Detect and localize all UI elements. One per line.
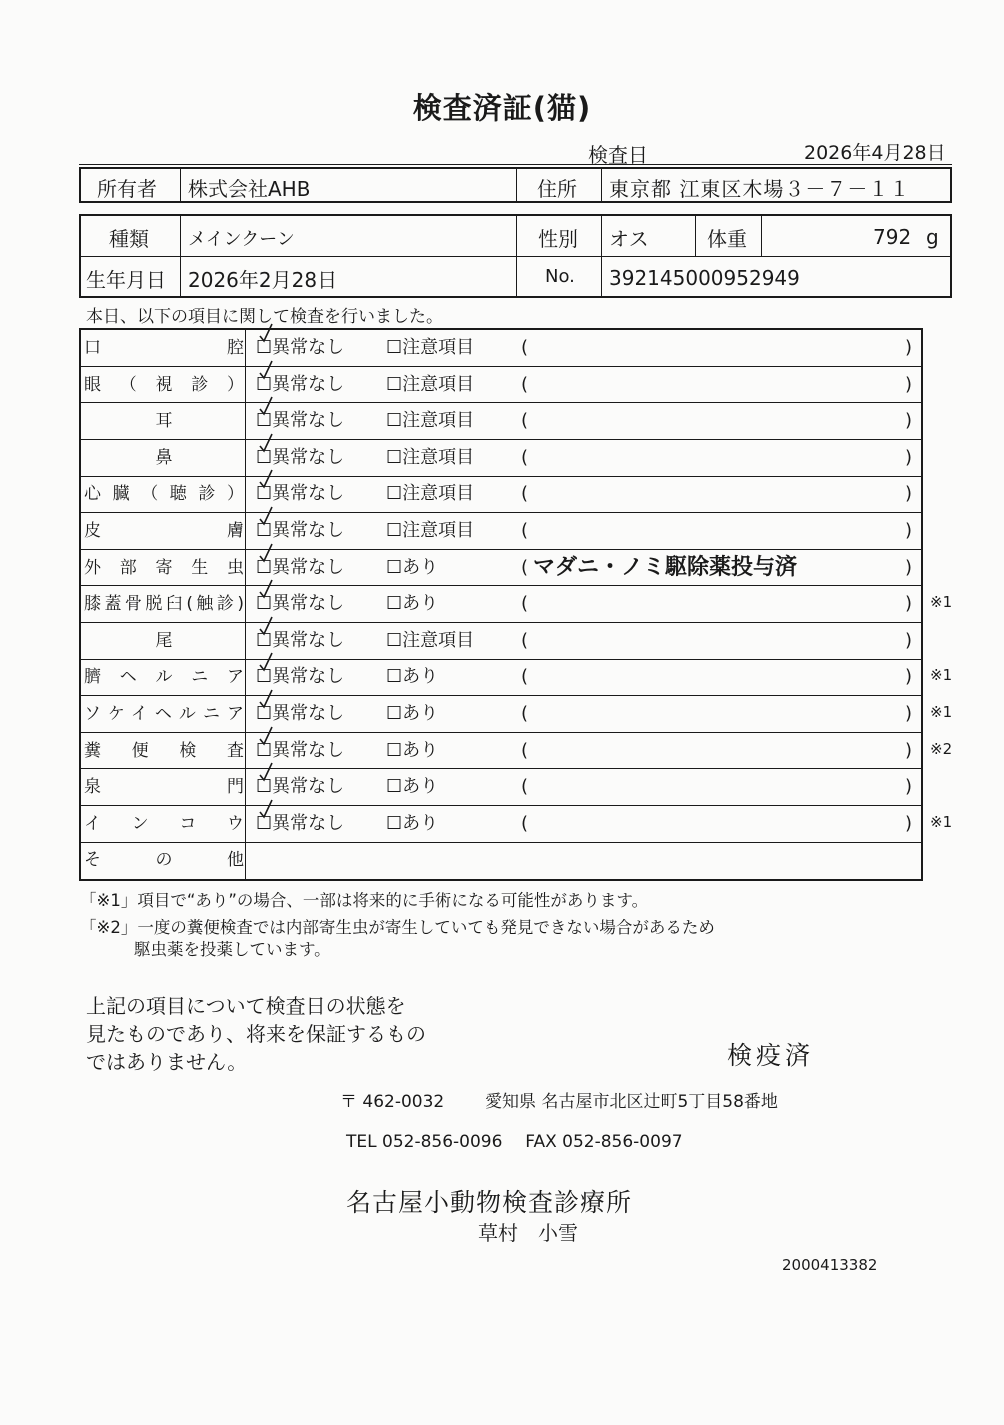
no-value: 392145000952949	[609, 266, 800, 290]
unchecked-box-icon: ☐	[386, 410, 403, 432]
exam-item-label: ソケイヘルニア	[84, 704, 244, 724]
normal-label: 異常なし	[272, 812, 345, 834]
exam-item-label: インコウ	[84, 813, 244, 834]
caution-label: 注意項目	[402, 520, 475, 541]
sex-value: オス	[609, 227, 649, 251]
caution-checkbox[interactable]	[386, 586, 438, 622]
checked-box-icon: ☐	[256, 440, 272, 476]
caution-label: 注意項目	[402, 483, 475, 505]
normal-label: 異常なし	[272, 556, 345, 578]
exam-item-label: 膝蓋骨脱臼(触診)	[84, 594, 244, 615]
footnote-mark: ※2	[930, 739, 953, 758]
exam-date-value: 2026年4月28日	[804, 142, 946, 164]
normal-label: 異常なし	[272, 446, 345, 468]
note-paren-open: (	[521, 739, 529, 761]
note-paren-close: )	[905, 556, 913, 578]
note-paren-close: )	[905, 483, 913, 505]
checked-box-icon: ☐	[256, 367, 272, 403]
unchecked-box-icon: ☐	[386, 703, 403, 724]
exam-item-label: 眼（視診）	[84, 374, 244, 395]
footnote-mark: ※1	[930, 666, 953, 685]
checked-box-icon: ☐	[256, 513, 272, 549]
note-paren-open: (	[521, 629, 529, 651]
checked-box-icon: ☐	[256, 403, 272, 439]
clinic-name: 名古屋小動物検査診療所	[346, 1188, 633, 1217]
normal-label: 異常なし	[272, 776, 345, 798]
note-paren-open: (	[521, 337, 529, 358]
clinic-postal: 〒 462-0032	[340, 1092, 445, 1112]
header-rule	[79, 164, 952, 165]
caution-label: あり	[402, 556, 439, 578]
serial-number: 2000413382	[782, 1256, 878, 1274]
caution-checkbox[interactable]	[386, 733, 438, 769]
checked-box-icon: ☐	[256, 476, 272, 512]
exam-row	[81, 696, 921, 733]
normal-label: 異常なし	[272, 337, 345, 358]
note-paren-open: (	[521, 703, 529, 724]
document-title: 検査済証(猫)	[412, 91, 592, 125]
exam-row	[81, 659, 921, 696]
exam-row	[81, 806, 921, 843]
unchecked-box-icon: ☐	[386, 337, 403, 358]
caution-label: あり	[402, 776, 439, 798]
exam-row	[81, 550, 921, 587]
exam-row	[81, 330, 921, 367]
checked-box-icon: ☐	[256, 659, 272, 695]
exam-item-label: 皮膚	[84, 521, 244, 541]
unchecked-box-icon: ☐	[386, 739, 403, 761]
note-2-line-1: 「※2」一度の糞便検査では内部寄生虫が寄生していても発見できない場合があるため	[80, 918, 715, 937]
exam-item-label: 口腔	[84, 338, 244, 358]
caution-label: あり	[402, 812, 439, 834]
note-paren-close: )	[905, 410, 913, 432]
exam-date-label: 検査日	[588, 143, 648, 167]
note-paren-close: )	[905, 373, 913, 395]
exam-item-label: その他	[84, 850, 244, 871]
footnote-mark: ※1	[930, 812, 953, 831]
note-paren-close: )	[905, 812, 913, 834]
normal-label: 異常なし	[272, 703, 345, 724]
exam-row	[81, 586, 921, 623]
caution-label: 注意項目	[402, 373, 475, 395]
caution-label: 注意項目	[402, 446, 475, 468]
disclaimer-line-3: ではありません。	[86, 1050, 248, 1074]
caution-checkbox[interactable]	[386, 367, 474, 403]
weight-value: 792	[873, 225, 912, 249]
clinic-address: 愛知県 名古屋市北区辻町5丁目58番地	[485, 1092, 778, 1112]
unchecked-box-icon: ☐	[386, 812, 403, 834]
breed-value: メインクーン	[188, 229, 295, 250]
unchecked-box-icon: ☐	[386, 373, 403, 395]
checked-box-icon: ☐	[256, 696, 272, 732]
sex-label: 性別	[538, 227, 578, 251]
normal-label: 異常なし	[272, 593, 345, 615]
note-paren-open: (	[521, 373, 529, 395]
caution-checkbox[interactable]	[386, 403, 474, 439]
owner-value: 株式会社AHB	[188, 177, 311, 201]
caution-label: 注意項目	[402, 410, 475, 432]
address-label: 住所	[537, 177, 577, 201]
caution-checkbox[interactable]	[386, 550, 438, 586]
dob-value: 2026年2月28日	[188, 268, 338, 292]
caution-label: 注意項目	[402, 629, 475, 651]
note-paren-close: )	[905, 337, 913, 358]
checked-box-icon: ☐	[256, 330, 272, 366]
footnote-mark: ※1	[930, 593, 953, 612]
normal-label: 異常なし	[272, 629, 345, 651]
checked-box-icon: ☐	[256, 623, 272, 659]
exam-item-label: 心臓（聴診）	[84, 484, 244, 505]
note-paren-open: (	[521, 556, 529, 578]
unchecked-box-icon: ☐	[386, 629, 403, 651]
caution-label: あり	[402, 666, 439, 688]
disclaimer-line-1: 上記の項目について検査日の状態を	[86, 994, 406, 1018]
disclaimer-line-2: 見たものであり、将来を保証するもの	[86, 1022, 426, 1046]
note-paren-close: )	[905, 776, 913, 798]
note-1: 「※1」項目で“あり”の場合、一部は将来的に手術になる可能性があります。	[80, 891, 649, 910]
note-paren-close: )	[905, 739, 913, 761]
caution-checkbox[interactable]	[386, 769, 438, 805]
exam-row	[81, 403, 921, 440]
note-paren-close: )	[905, 593, 913, 615]
note-paren-open: (	[521, 593, 529, 615]
note-paren-close: )	[905, 520, 913, 541]
note-paren-close: )	[905, 446, 913, 468]
clinic-tel: TEL 052-856-0096	[346, 1132, 503, 1152]
note-paren-open: (	[521, 666, 529, 688]
unchecked-box-icon: ☐	[386, 593, 403, 615]
clinic-contact-line	[346, 1132, 683, 1152]
checked-box-icon: ☐	[256, 733, 272, 769]
caution-checkbox[interactable]	[386, 696, 438, 732]
note-paren-open: (	[521, 520, 529, 541]
unchecked-box-icon: ☐	[386, 666, 403, 688]
normal-label: 異常なし	[272, 373, 345, 395]
no-label: No.	[545, 266, 575, 287]
exam-item-label: 泉門	[84, 777, 244, 798]
normal-checkbox[interactable]	[256, 806, 344, 842]
exam-row	[81, 440, 921, 477]
exam-item-label: 尾	[155, 630, 173, 651]
note-2-line-2: 駆虫薬を投薬しています。	[134, 940, 331, 959]
note-paren-close: )	[905, 629, 913, 651]
checked-box-icon: ☐	[256, 769, 272, 805]
normal-label: 異常なし	[272, 739, 345, 761]
exam-row	[81, 513, 921, 550]
checked-box-icon: ☐	[256, 550, 272, 586]
caution-checkbox[interactable]	[386, 440, 474, 476]
note-paren-close: )	[905, 703, 913, 724]
caution-label: 注意項目	[402, 337, 475, 358]
vet-name: 草村 小雪	[478, 1221, 578, 1245]
caution-checkbox[interactable]	[386, 806, 438, 842]
footnote-mark: ※1	[930, 703, 953, 721]
note-paren-open: (	[521, 812, 529, 834]
unchecked-box-icon: ☐	[386, 446, 403, 468]
exam-row	[81, 769, 921, 806]
note-paren-open: (	[521, 446, 529, 468]
clinic-address-line	[340, 1087, 778, 1112]
caution-checkbox[interactable]	[386, 330, 474, 366]
exam-item-label: 鼻	[155, 447, 173, 468]
clinic-fax: FAX 052-856-0097	[525, 1132, 683, 1152]
animal-box	[79, 214, 952, 298]
caution-label: あり	[402, 703, 439, 724]
checked-box-icon: ☐	[256, 586, 272, 622]
normal-label: 異常なし	[272, 410, 345, 432]
exam-note: マダニ・ノミ駆除薬投与済	[533, 554, 798, 580]
exam-item-label: 臍ヘルニア	[84, 667, 244, 688]
exam-row	[81, 476, 921, 513]
weight-unit: g	[926, 225, 939, 249]
exam-item-label: 耳	[155, 411, 173, 432]
normal-label: 異常なし	[272, 666, 345, 688]
caution-checkbox[interactable]	[386, 659, 438, 695]
note-paren-open: (	[521, 483, 529, 505]
weight-label: 体重	[707, 227, 747, 251]
note-paren-close: )	[905, 666, 913, 688]
normal-label: 異常なし	[272, 483, 345, 505]
note-paren-open: (	[521, 776, 529, 798]
caution-checkbox[interactable]	[386, 513, 474, 549]
unchecked-box-icon: ☐	[386, 483, 403, 505]
breed-label: 種類	[109, 227, 149, 251]
exam-item-label: 外部寄生虫	[84, 557, 244, 578]
caution-label: あり	[402, 593, 439, 615]
quarantine-stamp: 検疫済	[727, 1041, 815, 1070]
unchecked-box-icon: ☐	[386, 556, 403, 578]
caution-label: あり	[402, 739, 439, 761]
owner-box	[79, 167, 952, 203]
normal-label: 異常なし	[272, 520, 345, 541]
owner-label: 所有者	[97, 177, 157, 201]
intro-text: 本日、以下の項目に関して検査を行いました。	[86, 307, 443, 327]
exam-table	[79, 328, 923, 881]
exam-row	[81, 367, 921, 404]
dob-label: 生年月日	[86, 268, 166, 292]
caution-checkbox[interactable]	[386, 623, 474, 659]
note-paren-open: (	[521, 410, 529, 432]
caution-checkbox[interactable]	[386, 476, 474, 512]
exam-item-label: 糞便検査	[84, 740, 244, 761]
address-value: 東京都 江東区木場３－７－１１	[609, 177, 911, 201]
exam-row	[81, 623, 921, 660]
exam-row	[81, 733, 921, 770]
unchecked-box-icon: ☐	[386, 776, 403, 798]
exam-row	[81, 842, 921, 879]
unchecked-box-icon: ☐	[386, 520, 403, 541]
disclaimer	[86, 992, 426, 1076]
checked-box-icon: ☐	[256, 806, 272, 842]
